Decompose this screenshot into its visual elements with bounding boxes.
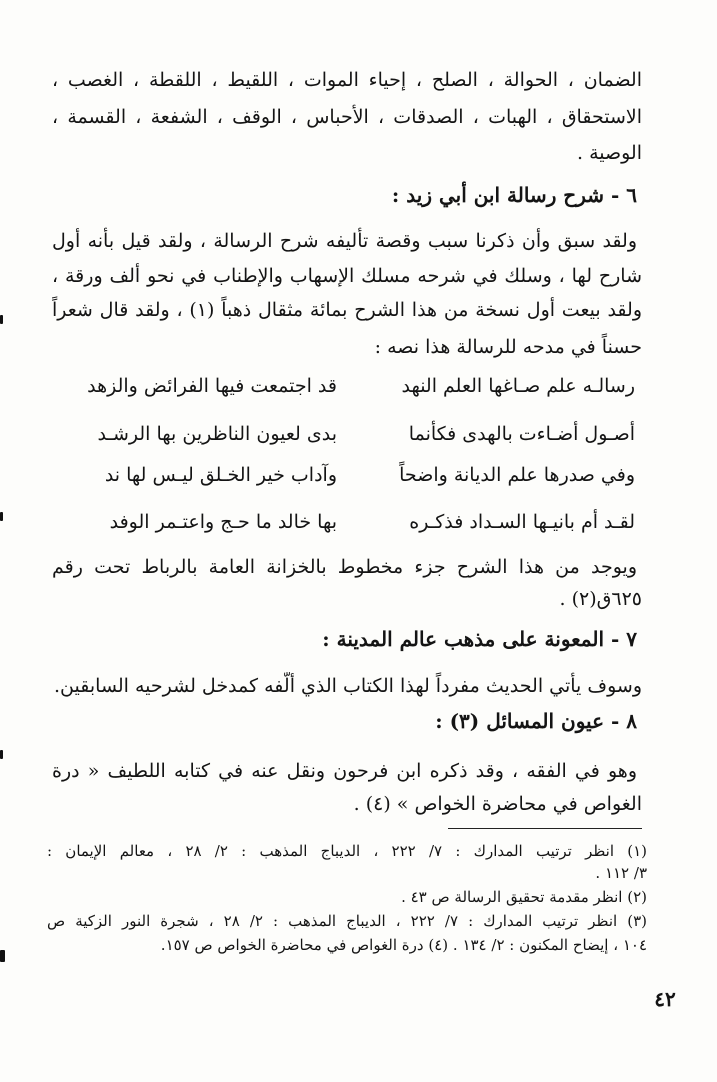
section-heading-8: ٨ - عيون المسائل (٣) : [435,709,637,733]
footnote-line: ١٠٤ ، إيضاح المكنون : ٢/ ١٣٤ . (٤) درة الغواص في محاضرة الخواص ص ١٥٧. [160,936,647,954]
footnote-line: ٣/ ١١٢ . [595,864,647,882]
section-heading-7: ٧ - المعونة على مذهب عالم المدينة : [322,627,637,651]
footnote-line: (١) انظر ترتيب المدارك : ٧/ ٢٢٢ ، الديباج المذهب : ٢/ ٢٨ ، معالم الإيمان : [47,842,647,860]
verse-first-hemistich: أصـول أضـاءت بالهدى فكأنما [408,423,635,445]
body-line: الوصية . [576,142,642,164]
verse-first-hemistich: لقـد أم بانيـها السـداد فذكـره [409,511,635,533]
verse-second-hemistich: قد اجتمعت فيها الفرائض والزهد [87,375,337,397]
verse-second-hemistich: بها خالد ما حـج واعتـمر الوفد [109,511,337,533]
body-line: وسوف يأتي الحديث مفرداً لهذا الكتاب الذي ألّفه كمدخل لشرحيه السابقين. [54,675,642,697]
footnote-line: (٢) انظر مقدمة تحقيق الرسالة ص ٤٣ . [401,888,647,906]
verse-first-hemistich: وفي صدرها علم الديانة واضحاً [399,464,635,486]
footnote-line: (٣) انظر ترتيب المدارك : ٧/ ٢٢٢ ، الديباج المذهب : ٢/ ٢٨ ، شجرة النور الزكية ص [47,912,647,930]
footnote-divider [448,828,642,829]
page-number: ٤٢ [654,987,676,1011]
verse-first-hemistich: رسالـه علم صـاغها العلم النهد [401,375,635,397]
verse-second-hemistich: وآداب خير الخـلق ليـس لها ند [104,464,337,486]
scan-edge-mark [0,315,3,324]
body-line: الاستحقاق ، الهبات ، الصدقات ، الأحباس ، الوقف ، الشفعة ، القسمة ، [52,106,642,128]
verse-second-hemistich: بدى لعيون الناظرين بها الرشـد [97,423,337,445]
body-line: حسناً في مدحه للرسالة هذا نصه : [374,336,642,358]
scan-edge-mark [0,512,3,521]
body-line: ٦٢٥ق(٢) . [559,588,642,610]
body-line: ولقد سبق وأن ذكرنا سبب وقصة تأليفه شرح الرسالة ، ولقد قيل بأنه أول [52,230,637,252]
body-line: الضمان ، الحوالة ، الصلح ، إحياء الموات ، اللقيط ، اللقطة ، الغصب ، [52,69,642,91]
body-line: الغواص في محاضرة الخواص » (٤) . [353,793,642,815]
scan-edge-mark [0,950,5,962]
body-line: ويوجد من هذا الشرح جزء مخطوط بالخزانة العامة بالرباط تحت رقم [52,556,637,578]
body-line: وهو في الفقه ، وقد ذكره ابن فرحون ونقل عنه في كتابه اللطيف « درة [52,760,637,782]
section-heading-6: ٦ - شرح رسالة ابن أبي زيد : [391,183,637,207]
scan-edge-mark [0,750,3,759]
body-line: شارح لها ، وسلك في شرحه مسلك الإسهاب والإطناب في نحو ألف ورقة ، [52,265,642,287]
body-line: ولقد بيعت أول نسخة من هذا الشرح بمائة مثقال ذهباً (١) ، ولقد قال شعراً [52,299,642,321]
